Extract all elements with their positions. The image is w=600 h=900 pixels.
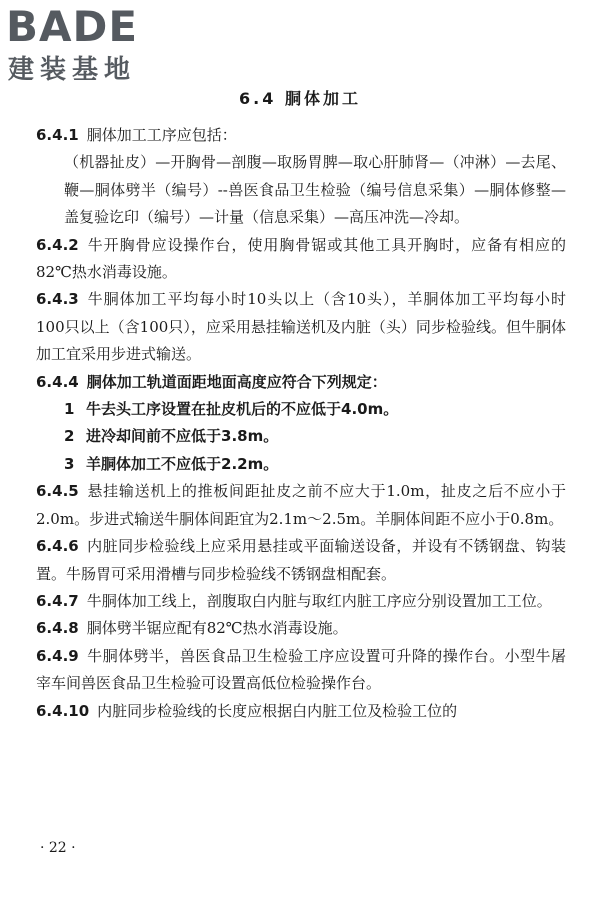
clause-text: 牛胴体加工线上，剖腹取白内脏与取红内脏工序应分别设置加工工位。: [86, 591, 552, 610]
clause-text: 悬挂输送机上的推板间距扯皮之前不应大于1.0m，扯皮之后不应小于2.0m。步进式输送牛胴体间距宜为2.1m～2.5m。羊胴体间距不应小于0.8m。: [36, 482, 566, 528]
document-body: [36, 122, 566, 725]
clause-text: 胴体加工轨道面距地面高度应符合下列规定：: [86, 372, 387, 391]
clause-6-4-3: [36, 286, 566, 368]
clause-number: 6.4.6: [36, 537, 79, 556]
logo-subtitle: 建装基地: [8, 55, 137, 85]
clause-6-4-1: [36, 122, 566, 149]
item-text: 进冷却间前不应低于3.8m。: [86, 427, 279, 446]
clause-number: 6.4.1: [36, 126, 79, 144]
clause-number: 6.4.10: [36, 701, 90, 720]
clause-number: 6.4.4: [36, 372, 79, 391]
clause-text: 牛胴体加工平均每小时10头以上（含10头），羊胴体加工平均每小时100只以上（含100只），应采用悬挂输送机及内脏（头）同步检验线。但牛胴体加工宜采用步进式输送。: [36, 290, 566, 364]
clause-6-4-2: [36, 232, 566, 287]
section-title: 6.4 胴体加工: [239, 89, 361, 108]
clause-6-4-7: [36, 588, 566, 615]
rail-item-2: [36, 423, 566, 450]
logo-brand-text: BADE: [6, 2, 139, 51]
clause-number: 6.4.9: [36, 646, 79, 665]
rail-item-1: [36, 396, 566, 423]
clause-number: 6.4.7: [36, 591, 79, 610]
clause-number: 6.4.3: [36, 290, 79, 309]
clause-text: 牛胴体劈半，兽医食品卫生检验工序应设置可升降的操作台。小型牛屠宰车间兽医食品卫生检验可设置高低位检验操作台。: [36, 646, 566, 693]
item-number: 1: [64, 400, 75, 419]
clause-text: 牛开胸骨应设操作台，使用胸骨锯或其他工具开胸时，应备有相应的82℃热水消毒设施。: [36, 235, 566, 282]
clause-6-4-8: [36, 615, 566, 642]
bade-logo: [6, 4, 176, 92]
clause-6-4-5: [36, 478, 566, 533]
page-number: · 22 ·: [40, 840, 76, 856]
clause-number: 6.4.8: [36, 619, 79, 638]
clause-6-4-9: [36, 643, 566, 698]
clause-text: 胴体劈半锯应配有82℃热水消毒设施。: [86, 619, 348, 638]
item-number: 2: [64, 427, 75, 446]
clause-6-4-4: [36, 369, 566, 396]
clause-text: 内脏同步检验线上应采用悬挂或平面输送设备，并设有不锈钢盘、钩装置。牛肠胃可采用滑槽与同步检验线不锈钢盘相配套。: [36, 537, 566, 583]
clause-number: 6.4.5: [36, 482, 79, 501]
clause-text: 胴体加工工序应包括：: [86, 126, 237, 144]
rail-item-3: [36, 451, 566, 478]
item-text: 羊胴体加工不应低于2.2m。: [86, 454, 279, 473]
clause-number: 6.4.2: [36, 235, 79, 254]
item-number: 3: [64, 454, 75, 473]
process-flow-text: （机器扯皮）—开胸骨—剖腹—取肠胃脾—取心肝肺肾—（冲淋）—去尾、鞭—胴体劈半（编号）--兽医食品卫生检验（编号信息采集）—胴体修整—盖复验讫印（编号）—计量（信息采集）—高压冲洗—冷却。: [64, 153, 566, 227]
clause-text: 内脏同步检验线的长度应根据白内脏工位及检验工位的: [97, 701, 458, 720]
clause-6-4-6: [36, 533, 566, 588]
clause-6-4-10: [36, 698, 566, 725]
item-text: 牛去头工序设置在扯皮机后的不应低于4.0m。: [86, 400, 399, 419]
